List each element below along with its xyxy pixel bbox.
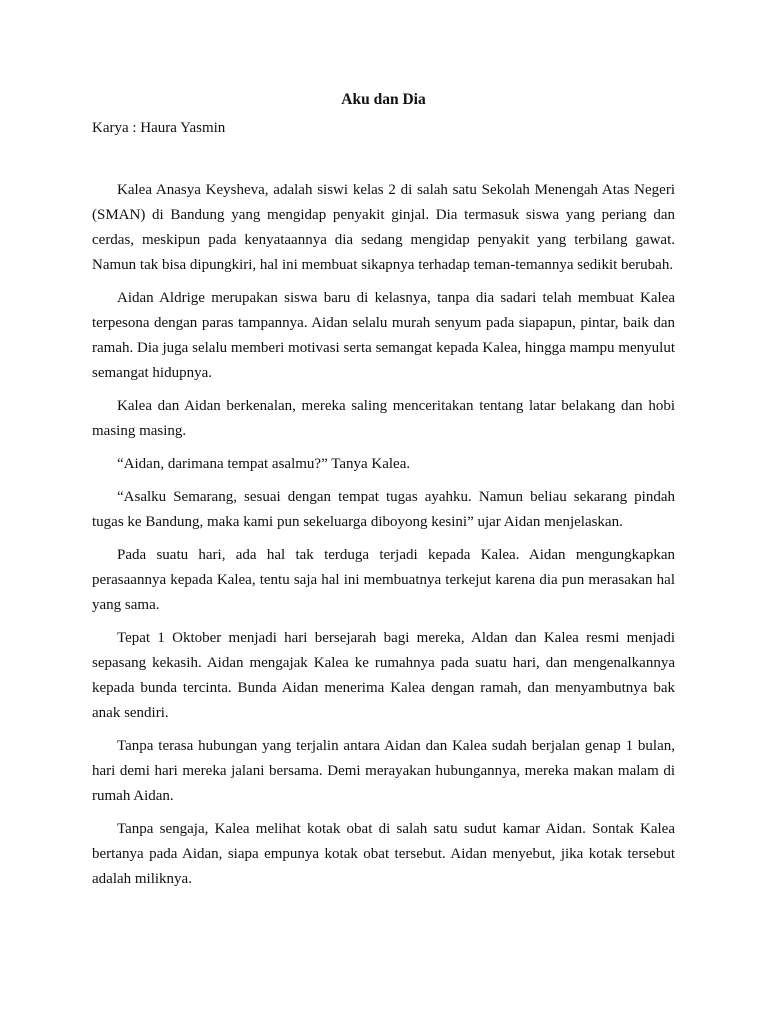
paragraph-7: Tepat 1 Oktober menjadi hari bersejarah bagi mereka, Aldan dan Kalea resmi menjadi sepasang kekasih. Aidan mengajak Kalea ke rumahnya pada suatu hari, dan mengenalkannya kepada bunda tercinta. Bunda Aidan menerima Kalea dengan ramah, dan menyambutnya bak anak sendiri. <box>92 630 675 721</box>
document-body <box>92 178 675 900</box>
paragraph-8: Tanpa terasa hubungan yang terjalin antara Aidan dan Kalea sudah berjalan genap 1 bulan, hari demi hari mereka jalani bersama. Demi merayakan hubungannya, mereka makan malam di rumah Aidan. <box>92 738 675 804</box>
paragraph-5: “Asalku Semarang, sesuai dengan tempat tugas ayahku. Namun beliau sekarang pindah tugas ke Bandung, maka kami pun sekeluarga diboyong kesini” ujar Aidan menjelaskan. <box>92 489 675 530</box>
document-title: Aku dan Dia <box>341 91 426 108</box>
paragraph-3: Kalea dan Aidan berkenalan, mereka saling menceritakan tentang latar belakang dan hobi masing masing. <box>92 398 675 439</box>
paragraph-4: “Aidan, darimana tempat asalmu?” Tanya Kalea. <box>117 456 411 472</box>
paragraph-1: Kalea Anasya Keysheva, adalah siswi kelas 2 di salah satu Sekolah Menengah Atas Negeri (SMAN) di Bandung yang mengidap penyakit ginjal. Dia termasuk siswa yang periang dan cerdas, meskipun pada kenyataannya dia sedang mengidap penyakit yang terbilang gawat. Namun tak bisa dipungkiri, hal ini membuat sikapnya terhadap teman-temannya sedikit berubah. <box>92 182 675 273</box>
paragraph-6: Pada suatu hari, ada hal tak terduga terjadi kepada Kalea. Aidan mengungkapkan perasaannya kepada Kalea, tentu saja hal ini membuatnya terkejut karena dia pun merasakan hal yang sama. <box>92 547 675 613</box>
author-line: Karya : Haura Yasmin <box>92 120 226 136</box>
document-page <box>92 0 675 1024</box>
paragraph-2: Aidan Aldrige merupakan siswa baru di kelasnya, tanpa dia sadari telah membuat Kalea terpesona dengan paras tampannya. Aidan selalu murah senyum pada siapapun, pintar, baik dan ramah. Dia juga selalu memberi motivasi serta semangat kepada Kalea, hingga mampu menyulut semangat hidupnya. <box>92 290 675 381</box>
paragraph-9: Tanpa sengaja, Kalea melihat kotak obat di salah satu sudut kamar Aidan. Sontak Kalea bertanya pada Aidan, siapa empunya kotak obat tersebut. Aidan menyebut, jika kotak tersebut adalah miliknya. <box>92 821 675 887</box>
